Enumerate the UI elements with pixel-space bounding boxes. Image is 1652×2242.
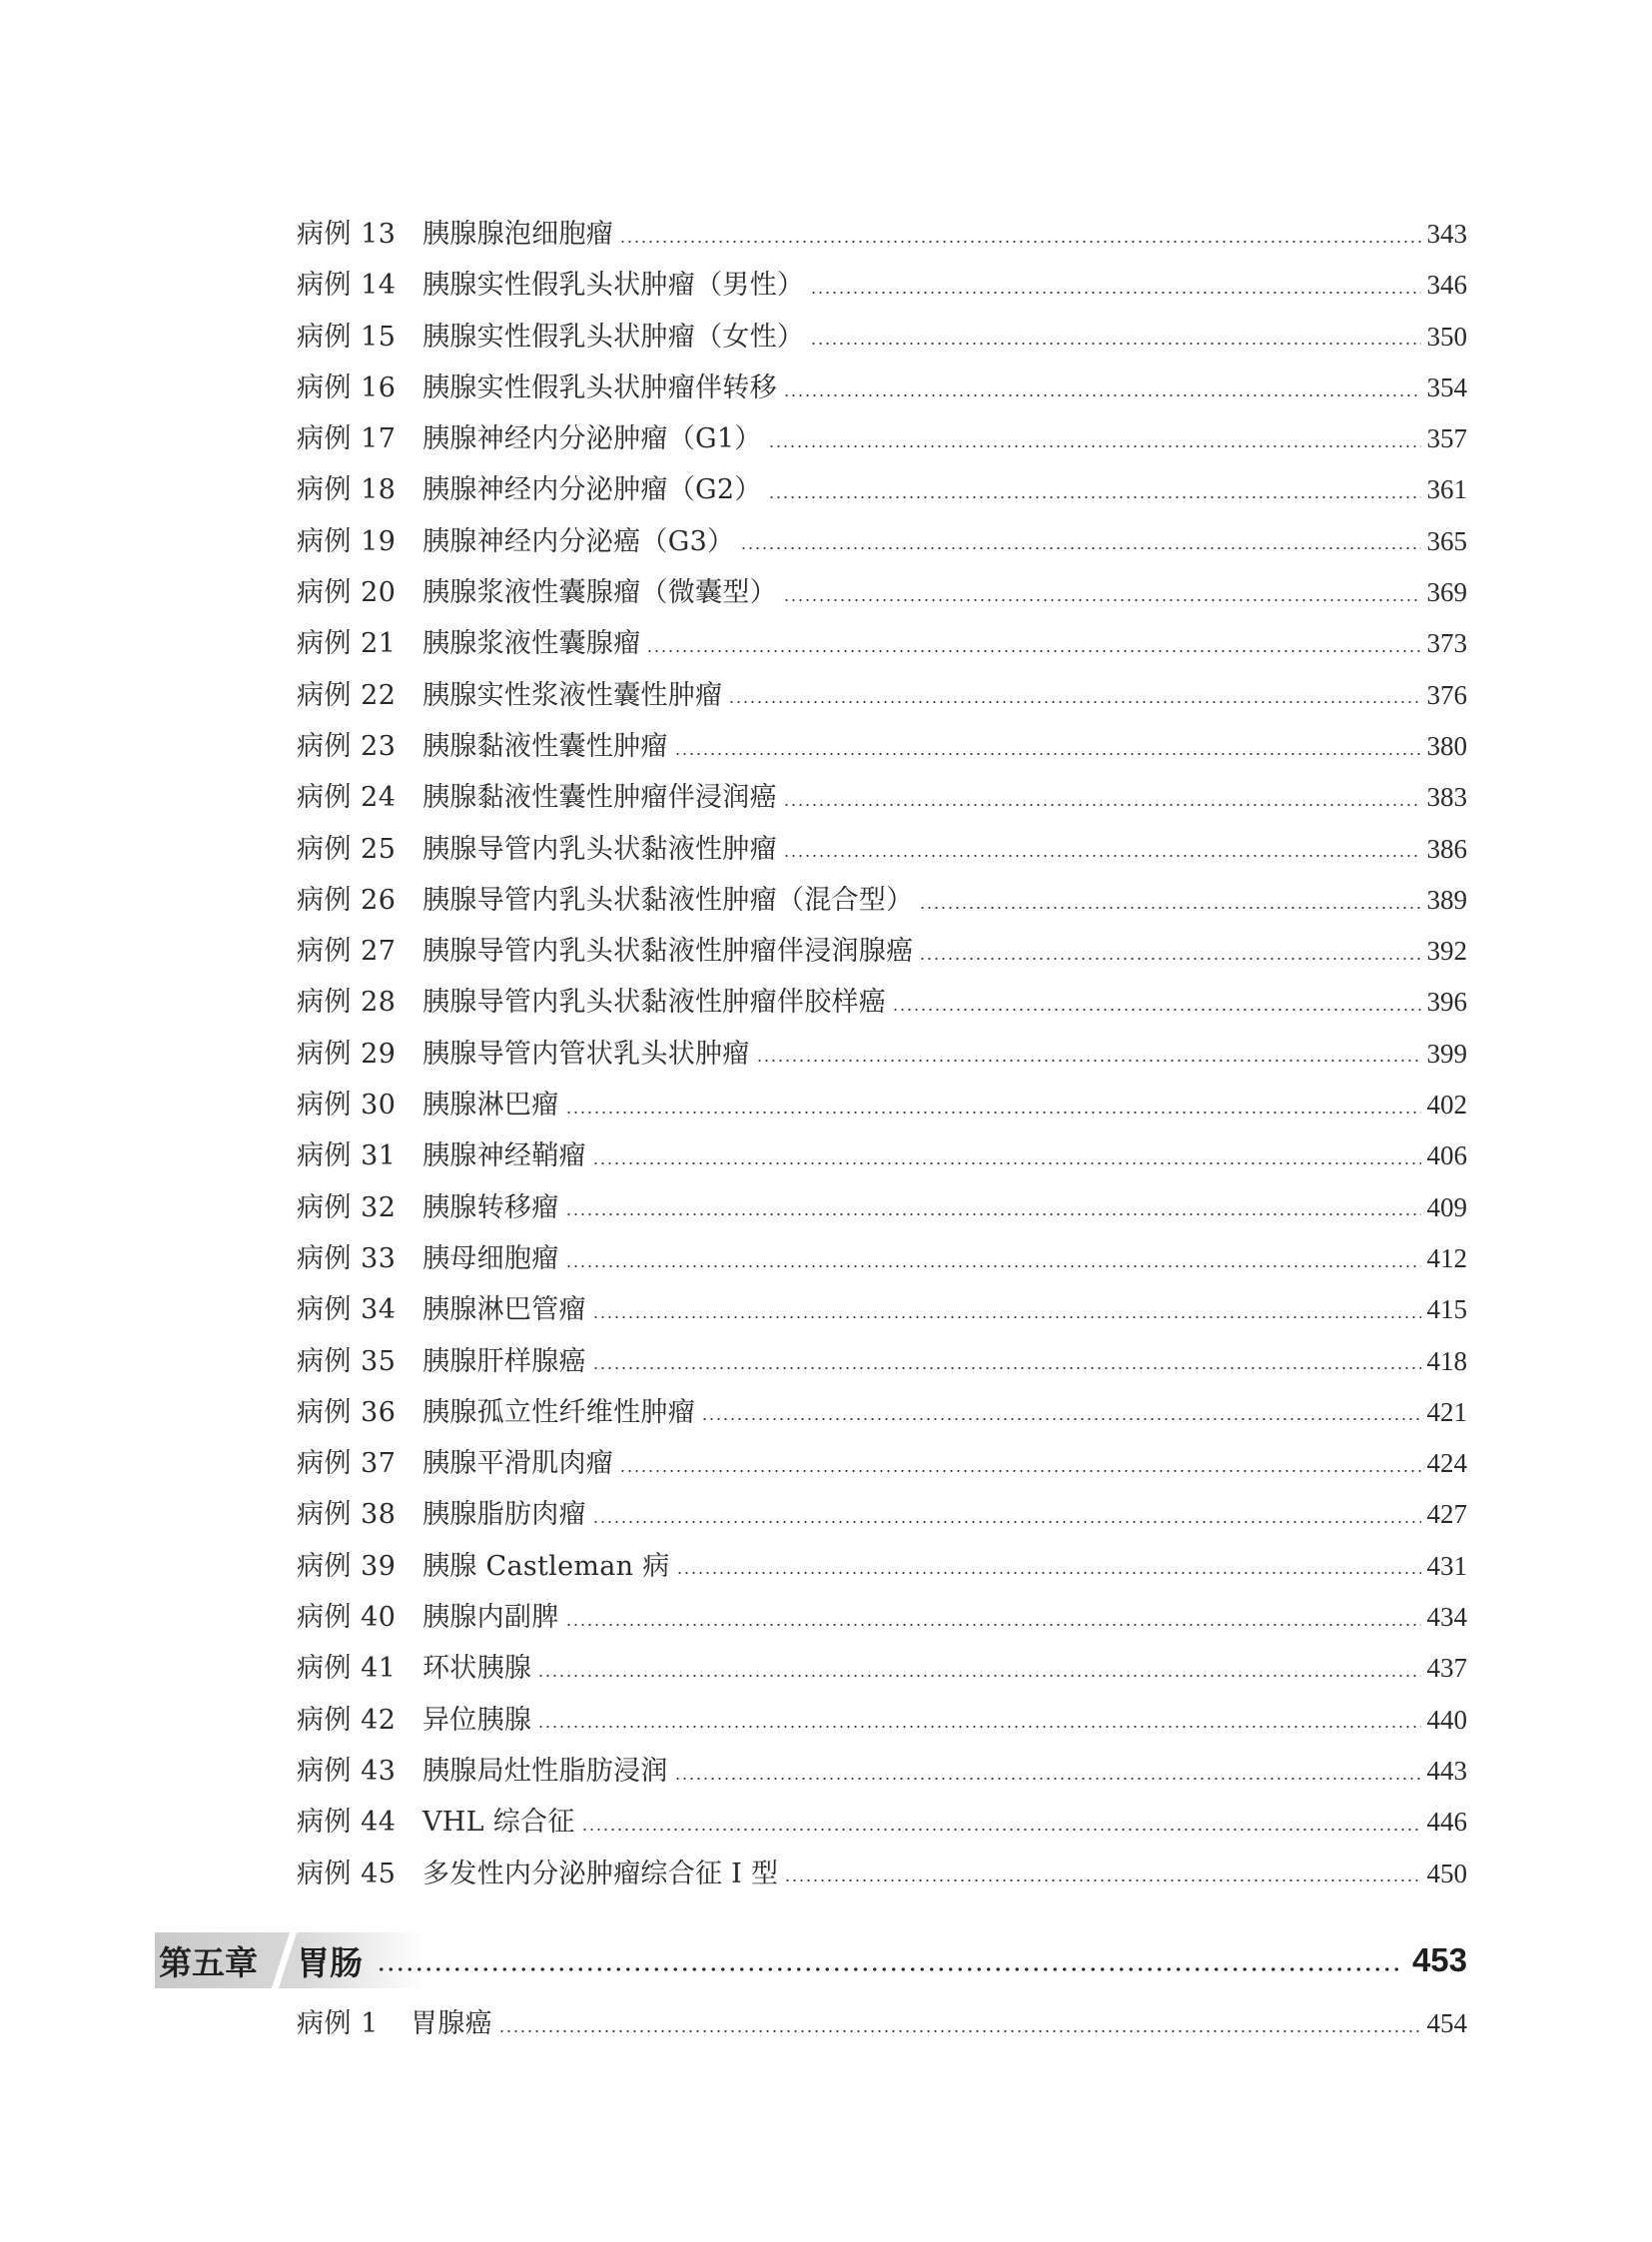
case-label: 病例 26 bbox=[297, 884, 397, 916]
case-label: 病例 39 bbox=[297, 1550, 397, 1582]
toc-entry bbox=[297, 1849, 1467, 1899]
page-number: 365 bbox=[1426, 525, 1467, 556]
entry-title: 环状胰腺 bbox=[422, 1653, 532, 1685]
toc-entry bbox=[297, 312, 1467, 363]
page-number: 434 bbox=[1426, 1602, 1467, 1633]
toc-entry bbox=[297, 516, 1467, 567]
leader-dots bbox=[674, 753, 1421, 755]
toc-list bbox=[297, 209, 1467, 1899]
toc-entry bbox=[297, 209, 1467, 260]
chapter-entry-list bbox=[297, 1998, 1467, 2049]
toc-entry bbox=[297, 1130, 1467, 1181]
case-label: 病例 13 bbox=[297, 219, 397, 250]
leader-dots bbox=[537, 1726, 1420, 1728]
leader-dots bbox=[592, 1162, 1421, 1164]
case-label: 病例 29 bbox=[297, 1038, 397, 1070]
page-number: 386 bbox=[1426, 833, 1467, 864]
leader-dots bbox=[768, 496, 1421, 498]
page-number: 406 bbox=[1426, 1140, 1467, 1171]
toc-entry bbox=[297, 260, 1467, 311]
toc-entry bbox=[297, 1438, 1467, 1489]
entry-title: 胰腺局灶性脂肪浸润 bbox=[422, 1755, 668, 1787]
case-label: 病例 20 bbox=[297, 577, 397, 609]
case-label: 病例 35 bbox=[297, 1345, 397, 1377]
toc-entry bbox=[297, 1592, 1467, 1643]
entry-title: 胰腺浆液性囊腺瘤 bbox=[422, 628, 641, 660]
entry-title: 胰腺实性假乳头状肿瘤（男性） bbox=[422, 270, 805, 302]
leader-dots bbox=[783, 855, 1421, 857]
leader-dots bbox=[565, 1213, 1421, 1215]
page-number: 437 bbox=[1426, 1653, 1467, 1684]
page-number: 424 bbox=[1426, 1448, 1467, 1479]
toc-entry bbox=[297, 824, 1467, 875]
page-number: 396 bbox=[1426, 987, 1467, 1018]
page-number: 446 bbox=[1426, 1807, 1467, 1838]
page-number: 350 bbox=[1426, 321, 1467, 352]
page-number: 383 bbox=[1426, 782, 1467, 813]
leader-dots bbox=[565, 1265, 1421, 1267]
toc-entry bbox=[297, 977, 1467, 1028]
page-number: 418 bbox=[1426, 1345, 1467, 1376]
toc-entry bbox=[297, 363, 1467, 413]
leader-dots bbox=[498, 2030, 1421, 2032]
page-number: 440 bbox=[1426, 1704, 1467, 1735]
leader-dots bbox=[565, 1112, 1421, 1114]
leader-dots bbox=[676, 1572, 1421, 1574]
entry-title: 胰腺肝样腺癌 bbox=[422, 1345, 586, 1377]
leader-dots bbox=[810, 292, 1420, 294]
entry-title: 胰腺转移瘤 bbox=[422, 1191, 559, 1223]
entry-title: 胰腺淋巴管瘤 bbox=[422, 1294, 586, 1326]
page-number: 389 bbox=[1426, 884, 1467, 915]
entry-title: 胰腺腺泡细胞瘤 bbox=[422, 219, 614, 250]
leader-dots bbox=[537, 1675, 1420, 1677]
page-number: 392 bbox=[1426, 936, 1467, 967]
leader-dots bbox=[592, 1521, 1421, 1523]
page-number: 450 bbox=[1426, 1858, 1467, 1888]
case-label: 病例 24 bbox=[297, 782, 397, 814]
toc-entry bbox=[297, 1797, 1467, 1848]
toc-entry bbox=[297, 1695, 1467, 1746]
page-number: 354 bbox=[1426, 372, 1467, 402]
leader-dots bbox=[919, 958, 1420, 960]
case-label: 病例 23 bbox=[297, 730, 397, 762]
entry-title: 胰腺神经鞘瘤 bbox=[422, 1140, 586, 1172]
leader-dots bbox=[783, 394, 1421, 396]
case-label: 病例 16 bbox=[297, 372, 397, 403]
leader-dots bbox=[728, 701, 1420, 703]
page-number: 343 bbox=[1426, 219, 1467, 249]
leader-dots bbox=[768, 445, 1421, 447]
toc-entry bbox=[297, 1182, 1467, 1233]
entry-title: 胰腺导管内管状乳头状肿瘤 bbox=[422, 1038, 750, 1070]
page-number: 376 bbox=[1426, 679, 1467, 710]
toc-entry bbox=[297, 1029, 1467, 1080]
leader-dots bbox=[592, 1316, 1421, 1318]
entry-title: 胰腺实性假乳头状肿瘤（女性） bbox=[422, 321, 805, 353]
entry-title: 胰腺实性假乳头状肿瘤伴转移 bbox=[422, 372, 777, 403]
toc-entry bbox=[297, 926, 1467, 977]
page-number: 454 bbox=[1426, 2008, 1467, 2038]
case-label: 病例 27 bbox=[297, 936, 397, 968]
leader-dots bbox=[784, 1879, 1420, 1881]
chapter-page-number: 453 bbox=[1411, 1941, 1467, 1978]
case-label: 病例 32 bbox=[297, 1191, 397, 1223]
page-number: 415 bbox=[1426, 1294, 1467, 1325]
case-label: 病例 17 bbox=[297, 423, 397, 455]
leader-dots bbox=[619, 241, 1420, 243]
page-number: 361 bbox=[1426, 474, 1467, 505]
leader-dots bbox=[646, 650, 1420, 652]
entry-title: 胰腺神经内分泌肿瘤（G2） bbox=[422, 474, 762, 506]
toc-entry bbox=[297, 1080, 1467, 1130]
case-label: 病例 40 bbox=[297, 1602, 397, 1634]
page-number: 369 bbox=[1426, 577, 1467, 608]
toc-entry bbox=[297, 1336, 1467, 1387]
case-label: 病例 38 bbox=[297, 1499, 397, 1531]
leader-dots bbox=[674, 1778, 1421, 1780]
toc-entry bbox=[297, 1998, 1467, 2049]
entry-title: VHL 综合征 bbox=[422, 1807, 575, 1839]
case-label: 病例 31 bbox=[297, 1140, 397, 1172]
leader-dots bbox=[783, 804, 1421, 806]
page-number: 421 bbox=[1426, 1396, 1467, 1427]
toc-entry bbox=[297, 670, 1467, 721]
entry-title: 胰腺实性浆液性囊性肿瘤 bbox=[422, 679, 723, 711]
leader-dots bbox=[619, 1470, 1420, 1472]
entry-title: 胰腺导管内乳头状黏液性肿瘤伴胶样癌 bbox=[422, 987, 887, 1019]
case-label: 病例 28 bbox=[297, 987, 397, 1019]
toc-entry bbox=[297, 721, 1467, 772]
page-number: 402 bbox=[1426, 1090, 1467, 1121]
page-number: 427 bbox=[1426, 1499, 1467, 1530]
page-number: 380 bbox=[1426, 730, 1467, 761]
case-label: 病例 18 bbox=[297, 474, 397, 506]
toc-entry bbox=[297, 772, 1467, 823]
page-number: 399 bbox=[1426, 1038, 1467, 1069]
toc-entry bbox=[297, 413, 1467, 464]
case-label: 病例 1 bbox=[297, 2008, 379, 2039]
case-label: 病例 34 bbox=[297, 1294, 397, 1326]
case-label: 病例 37 bbox=[297, 1448, 397, 1480]
toc-entry bbox=[297, 1746, 1467, 1797]
entry-title: 胰腺导管内乳头状黏液性肿瘤 bbox=[422, 833, 777, 865]
toc-entry bbox=[297, 1489, 1467, 1540]
page-number: 373 bbox=[1426, 628, 1467, 659]
page-number: 409 bbox=[1426, 1191, 1467, 1222]
page-number: 412 bbox=[1426, 1242, 1467, 1273]
entry-title: 胰腺导管内乳头状黏液性肿瘤（混合型） bbox=[422, 884, 914, 916]
toc-entry bbox=[297, 1643, 1467, 1694]
chapter-number: 第五章 bbox=[159, 1943, 258, 1981]
entry-title: 胰母细胞瘤 bbox=[422, 1242, 559, 1274]
leader-dots bbox=[592, 1367, 1421, 1369]
page-number: 357 bbox=[1426, 423, 1467, 454]
toc-entry bbox=[297, 618, 1467, 669]
entry-title: 异位胰腺 bbox=[422, 1704, 532, 1736]
toc-entry bbox=[297, 875, 1467, 926]
leader-dots bbox=[701, 1418, 1421, 1420]
toc-entry bbox=[297, 1284, 1467, 1335]
chapter-leader-dots bbox=[377, 1967, 1404, 1971]
case-label: 病例 14 bbox=[297, 270, 397, 302]
leader-dots bbox=[919, 907, 1420, 909]
chapter-divider bbox=[275, 1932, 293, 1988]
leader-dots bbox=[892, 1009, 1420, 1011]
case-label: 病例 15 bbox=[297, 321, 397, 353]
toc-entry bbox=[297, 567, 1467, 618]
entry-title: 胰腺淋巴瘤 bbox=[422, 1090, 559, 1121]
leader-dots bbox=[810, 343, 1420, 345]
entry-title: 胰腺脂肪肉瘤 bbox=[422, 1499, 586, 1531]
entry-title: 胰腺平滑肌肉瘤 bbox=[422, 1448, 614, 1480]
entry-title: 多发性内分泌肿瘤综合征 I 型 bbox=[422, 1858, 779, 1889]
entry-title: 胰腺 Castleman 病 bbox=[422, 1550, 670, 1582]
toc-entry bbox=[297, 1233, 1467, 1284]
leader-dots bbox=[565, 1624, 1421, 1626]
leader-dots bbox=[581, 1829, 1421, 1831]
entry-title: 胰腺神经内分泌肿瘤（G1） bbox=[422, 423, 762, 455]
page-number: 431 bbox=[1426, 1550, 1467, 1581]
leader-dots bbox=[783, 599, 1421, 601]
case-label: 病例 36 bbox=[297, 1396, 397, 1428]
page-number: 443 bbox=[1426, 1755, 1467, 1786]
entry-title: 胰腺黏液性囊性肿瘤 bbox=[422, 730, 668, 762]
case-label: 病例 45 bbox=[297, 1858, 397, 1889]
entry-title: 胰腺神经内分泌癌（G3） bbox=[422, 525, 735, 557]
case-label: 病例 33 bbox=[297, 1242, 397, 1274]
entry-title: 胰腺导管内乳头状黏液性肿瘤伴浸润腺癌 bbox=[422, 936, 914, 968]
chapter-heading bbox=[155, 1932, 1467, 1988]
case-label: 病例 41 bbox=[297, 1653, 397, 1685]
leader-dots bbox=[756, 1060, 1421, 1062]
case-label: 病例 19 bbox=[297, 525, 397, 557]
toc-entry bbox=[297, 464, 1467, 515]
case-label: 病例 21 bbox=[297, 628, 397, 660]
entry-title: 胰腺内副脾 bbox=[422, 1602, 559, 1634]
entry-title: 胰腺黏液性囊性肿瘤伴浸润癌 bbox=[422, 782, 777, 814]
case-label: 病例 44 bbox=[297, 1807, 397, 1839]
entry-title: 胰腺孤立性纤维性肿瘤 bbox=[422, 1396, 695, 1428]
case-label: 病例 43 bbox=[297, 1755, 397, 1787]
case-label: 病例 42 bbox=[297, 1704, 397, 1736]
chapter-title: 胃肠 bbox=[297, 1943, 363, 1981]
case-label: 病例 30 bbox=[297, 1090, 397, 1121]
page-number: 346 bbox=[1426, 270, 1467, 301]
entry-title: 胰腺浆液性囊腺瘤（微囊型） bbox=[422, 577, 777, 609]
toc-entry bbox=[297, 1541, 1467, 1592]
toc-entry bbox=[297, 1387, 1467, 1438]
case-label: 病例 25 bbox=[297, 833, 397, 865]
entry-title: 胃腺癌 bbox=[411, 2008, 492, 2039]
case-label: 病例 22 bbox=[297, 679, 397, 711]
leader-dots bbox=[740, 547, 1420, 549]
